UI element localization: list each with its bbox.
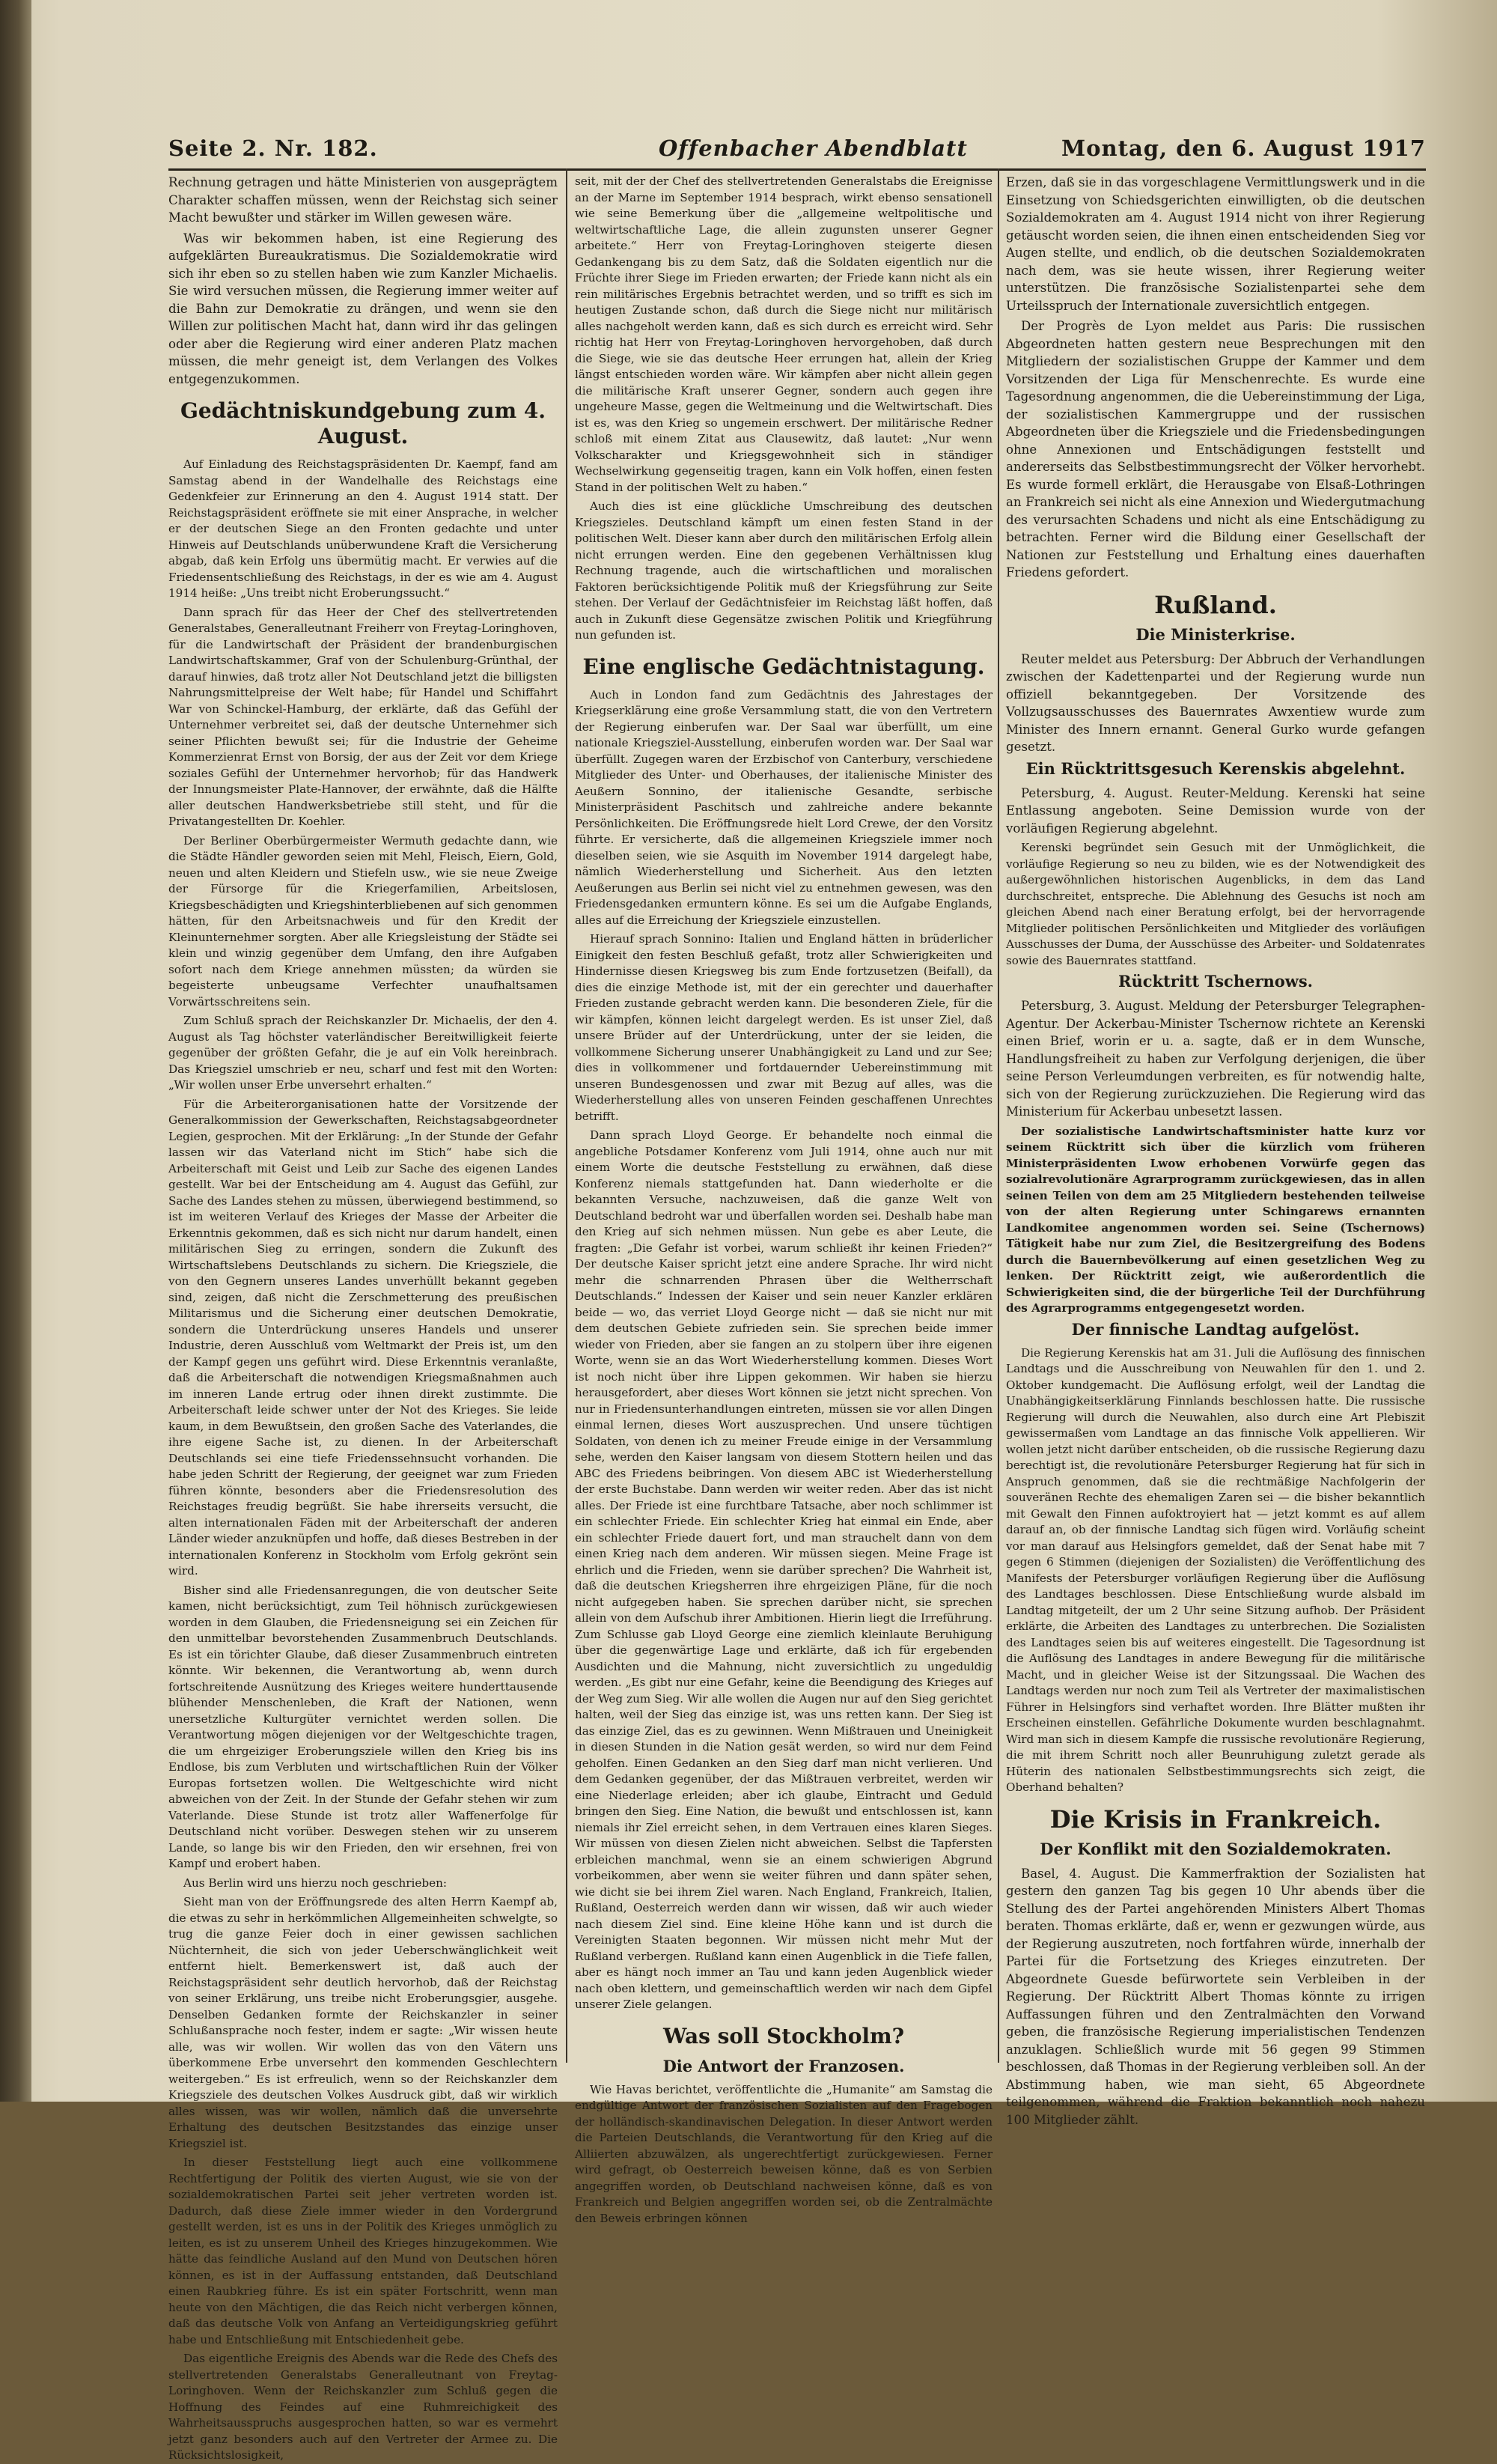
article-paragraph: Was wir bekommen haben, ist eine Regierung des aufgeklärten Bureaukratismus. Die Sozialdemokratie wird sich ihr eben so zu stellen haben wie zum Kanzler Michaelis. Sie wird versuchen müssen, die Regierung immer weiter auf die Bahn zur Demokratie zu drängen, und wenn sie den Willen zur politischen Macht hat, dann wird ihr das gelingen oder aber die Regierung wird einer anderen Platz machen müssen, die mehr geneigt ist, dem Verlangen des Volkes entgegenzukommen. (168, 231, 558, 386)
newspaper-title: Offenbacher Abendblatt (659, 136, 968, 161)
article-paragraph: Erzen, daß sie in das vorgeschlagene Vermittlungswerk und in die Einsetzung von Schiedsgerichten einwilligten, ob die deutschen Sozialdemokraten am 4. August 1914 nicht von ihrer Regierung getäuscht worden seien, die ihnen einen entscheidenden Sieg vor Augen stellte, und endlich, ob die deutschen Sozialdemokraten nach dem, was sie heute wissen, ihrer Regierung weiter unterstützen. Die französische Sozialistenpartei sehe dem Urteilsspruch der Internationale zuversichtlich entgegen. (1006, 175, 1425, 313)
subheadline-ruecktrittsgesuch: Ein Rücktrittsgesuch Kerenskis abgelehnt. (1025, 758, 1406, 778)
subheadline-tschernow: Rücktritt Tschernows. (1118, 972, 1313, 991)
article-paragraph: Das eigentliche Ereignis des Abends war die Rede des Chefs des stellvertretenden Generalstabs Generalleutnant von Freytag-Loringhoven. Wenn der Reichskanzler zum Schluß gegen die Hoffnung des Feindes auf eine Ruhmreichigkeit des Wahrheitsausspruchs ausgesprochen hatten, so war es vermehrt jetzt ganz besonders auch auf den Vertreter der Armee zu. Die Rücksichtslosigkeit, (168, 2352, 558, 2462)
subheadline-finnischer-landtag: Der finnische Landtag aufgelöst. (1071, 1319, 1360, 1339)
headline-englische-gedaechtnistagung: Eine englische Gedächtnistagung. (582, 654, 985, 679)
article-paragraph: Der Progrès de Lyon meldet aus Paris: Die russischen Abgeordneten hatten gestern neue Besprechungen mit den Mitgliedern der sozialistischen Gruppe der Kammer und dem Vorsitzenden der Liga für Menschenrechte. Es wurde eine Tagesordnung angenommen, die die Uebereinstimmung der Liga, der sozialistischen Kammergruppe und der russischen Abgeordneten über die Kriegsziele und die Friedensbedingungen ohne Annexionen und Entschädigungen feststellt und andererseits das Selbstbestimmungsrecht der Völker hervorhebt. Es wurde formell erklärt, die Herausgabe von Elsaß-Lothringen an Frankreich sei nicht als eine Annexion und Wiedergutmachung des verursachten Schadens und nicht als eine Entschädigung zu betrachten. Ferner wird die Bildung einer Gesellschaft der Nationen zur Feststellung und Erhaltung eines dauerhaften Friedens gefordert. (1006, 319, 1425, 580)
article-paragraph: Basel, 4. August. Die Kammerfraktion der Sozialisten hat gestern den ganzen Tag bis gegen 10 Uhr abends über die Stellung des der Partei angehörenden Ministers Albert Thomas beraten. Thomas erklärte, daß er, wenn er gezwungen würde, aus der Regierung auszutreten, noch fortfahren würde, innerhalb der Partei für die Fortsetzung des Krieges einzutreten. Der Abgeordnete Guesde befürwortete sein Verbleiben in der Regierung. Der Rücktritt Albert Thomas könnte zu irrigen Auffassungen führen und den Zentralmächten den Vorwand geben, die französische Regierung imperialistischen Tendenzen anzuklagen. Schließlich wurde mit 56 gegen 99 Stimmen beschlossen, daß Thomas in der Regierung verbleiben soll. An der Abstimmung haben, wie man sieht, 65 Abgeordnete teilgenommen, während die Fraktion bekanntlich noch nahezu 100 Mitglieder zählt. (1006, 1866, 1425, 2127)
article-paragraph: Die Regierung Kerenskis hat am 31. Juli die Auflösung des finnischen Landtags und die Ausschreibung von Neuwahlen für den 1. und 2. Oktober kundgemacht. Die Auflösung erfolgt, weil der Landtag die Unabhängigkeitserklärung Finnlands beschlossen hatte. Die russische Regierung will durch die Neuwahlen, also durch eine Art Plebiszit gewissermaßen vom Landtage an das finnische Volk appellieren. Wir wollen jetzt nicht darüber entscheiden, ob die russische Regierung dazu berechtigt ist, die revolutionäre Petersburger Regierung hat für sich in Anspruch genommen, daß sie die rechtmäßige Nachfolgerin der souveränen Rechte des ehemaligen Zaren sei — die bisher bekanntlich mit Gewalt den Finnen aufoktroyiert hat — jetzt kommt es auf allem darauf an, ob der finnische Landtag sich fügen wird. Vorläufig scheint vor man darauf aus Helsingfors gemeldet, daß der Senat habe mit 7 gegen 6 Stimmen (diejenigen der Sozialisten) die Veröffentlichung des Manifests der Petersburger vorläufigen Regierung über die Auflösung des Landtages beschlossen. Diese Entschließung wurde alsbald im Landtag mitgeteilt, der um 2 Uhr seine Sitzung aufhob. Der Präsident erklärte, die Arbeiten des Landtages zu unterbrechen. Die Sozialisten des Landtages seien bis auf weiteres eingestellt. Die Tagesordnung ist die Auflösung des Landtages in andere Bewegung für die militärische Macht, und in gleicher Weise ist der Sitzungssaal. Die Wachen des Landtags werden nur noch zum Teil als Vertreter der maximalistischen Führer in Helsingfors sind verhaftet worden. Ihre Blätter mußten ihr Erscheinen einstellen. Gefährliche Dokumente wurden beschlagnahmt. Wird man sich in diesem Kampfe die russische revolutionäre Regierung, die mit ihrem Schritt noch aller Beunruhigung zuletzt gerade als Hüterin des nationalen Selbstbestimmungsrechts sich zeigt, die Oberhand behalten? (1006, 1345, 1425, 1794)
article-paragraph: Sieht man von der Eröffnungsrede des alten Herrn Kaempf ab, die etwas zu sehr in herkömmlichen Allgemeinheiten schwelgte, so trug die ganze Feier doch in einer gewissen sachlichen Nüchternheit, die sich von jeder Ueberschwänglichkeit weit entfernt hielt. Bemerkenswert ist, daß auch der Reichstagspräsident sehr deutlich hervorhob, daß der Reichstag von seiner Erklärung, uns treibe nicht Eroberungsgier, ausgehe. Denselben Gedanken formte der Reichskanzler in seiner Schlußansprache noch fester, indem er sagte: „Wir wissen heute alle, was wir wollen. Wir wollen das von den Vätern uns überkommene Erbe unversehrt den kommenden Geschlechtern weitergeben.“ Es ist erfreulich, wenn so der Reichskanzler dem Kriegsziele des deutschen Volkes Ausdruck gibt, daß wir wirklich alles wissen, was wir wollen, nämlich daß die unversehrte Erhaltung des deutschen Besitzstandes das einzige unser Kriegsziel ist. (168, 1895, 558, 2150)
headline-stockholm: Was soll Stockholm? (662, 2023, 905, 2048)
article-paragraph: Bisher sind alle Friedensanregungen, die von deutscher Seite kamen, nicht berücksichtigt, zum Teil höhnisch zurückgewiesen worden in dem Glauben, die Friedensneigung sei ein Zeichen für den unmittelbar bevorstehenden Zusammenbruch Deutschlands. Es ist ein törichter Glaube, daß dieser Zusammenbruch eintreten könnte. Wir bekennen, die Verantwortung ab, wenn durch fortschreitende Ausnützung des Krieges weitere hunderttausende blühender Menschenleben, die Kraft der Nationen, wenn unersetzliche Kulturgüter vernichtet werden sollen. Die Verantwortung mögen diejenigen vor der Weltgeschichte tragen, die um ehrgeiziger Eroberungsziele willen den Krieg bis ins Endlose, bis zum Verbluten und wirtschaftlichen Ruin der Völker Europas fortsetzen wollen. Die Weltgeschichte wird nicht abweichen von der Zeit. In der Stunde der Gefahr stehen wir zum Vaterlande. Diese Stunde ist trotz aller Waffenerfolge für Deutschland nicht vorüber. Deswegen stehen wir zu unserem Lande, so lange bis wir den Frieden, den wir ersehnen, frei von Kampf und erobert haben. (168, 1583, 558, 1870)
column-divider (566, 168, 567, 2063)
headline-krisis-frankreich: Die Krisis in Frankreich. (1049, 1804, 1382, 1834)
article-paragraph: Dann sprach für das Heer der Chef des stellvertretenden Generalstabes, Generalleutnant Freiherr von Freytag-Loringhoven, für die Landwirtschaft der Präsident der brandenburgischen Landwirtschaftskammer, Graf von der Schulenburg-Grünthal, der darauf hinwies, daß trotz aller Not Deutschland jetzt die billigsten Nahrungsmittelpreise der Welt habe; für Handel und Schiffahrt War von Schinckel-Hamburg, der erklärte, daß das Gefühl der Unternehmer verbreitet sei, daß der deutsche Unternehmer sich seiner Pflichten bewußt sei; für die Industrie der Geheime Kommerzienrat Ernst von Borsig, der aus der Zeit vor dem Kriege soziales Gefühl der Unternehmer hervorhob; für das Handwerk der Innungsmeister Plate-Hannover, der erwähnte, daß die Hälfte aller deutschen Handwerksbetriebe still steht, und für die Privatangestellten Dr. Koehler. (168, 605, 558, 828)
article-paragraph: Aus Berlin wird uns hierzu noch geschrieben: (183, 1876, 447, 1890)
subheadline-ministerkrise: Die Ministerkrise. (1135, 624, 1296, 644)
article-paragraph: Reuter meldet aus Petersburg: Der Abbruch der Verhandlungen zwischen der Kadettenpartei und der Regierung wurde nun offiziell bekanntgegeben. Der Vorsitzende des Vollzugsausschusses des Bauernrates Awxentiew wurde zum Minister des Innern ernannt. General Gurko wurde gefangen gesetzt. (1006, 651, 1425, 754)
article-paragraph: Rechnung getragen und hätte Ministerien von ausgeprägtem Charakter schaffen müssen, wenn der Reichstag sich seiner Macht bewußter und stärker im Willen gewesen wäre. (168, 175, 558, 225)
article-paragraph: Auch dies ist eine glückliche Umschreibung des deutschen Kriegszieles. Deutschland kämpft um einen festen Stand in der politischen Welt. Dieser kann aber durch den militärischen Erfolg allein nicht errungen werden. Eine den gegebenen Verhältnissen klug Rechnung tragende, auch die wirtschaftlichen und moralischen Faktoren berücksichtigende Politik muß der Kriegsführung zur Seite stehen. Der Verlauf der Gedächtnisfeier im Reichstag läßt hoffen, daß auch in Zukunft diese Gegensätze zwischen Politik und Kriegführung nun gefunden ist. (575, 499, 993, 642)
subheadline-konflikt: Der Konflikt mit den Sozialdemokraten. (1040, 1839, 1391, 1858)
article-paragraph: In dieser Feststellung liegt auch eine vollkommene Rechtfertigung der Politik des vierten August, wie sie von der sozialdemokratischen Partei seit jeher vertreten worden ist. Dadurch, daß diese Ziele immer wieder in den Vordergrund gestellt werden, ist es uns in der Politik des Krieges unmöglich zu leiten, es ist zu unserem Unheil des Krieges hinzugekommen. Wie hätte das feindliche Ausland auf den Mund von Deutschen hören können, es ist in der Auffassung entstanden, daß Deutschland einen Raubkrieg führe. Es ist ein später Fortschritt, wenn man heute von den Mächtigen, die das Reich nicht verbergen können, daß das deutsche Volk von Anfang an Verteidigungskrieg geführt habe und Entschließung mit Entschiedenheit gebe. (168, 2156, 558, 2346)
subheadline-franzosen: Die Antwort der Franzosen. (662, 2056, 905, 2075)
article-paragraph: Der sozialistische Landwirtschaftsminister hatte kurz vor seinem Rücktritt sich über die kürzlich vom früheren Ministerpräsidenten Lwow erhobenen Vorwürfe gegen das sozialrevolutionäre Agrarprogramm zurückgewiesen, das in allen seinen Teilen von dem am 25 Mitgliedern bestehenden teilweise von der alten Regierung unter Schingarews ernannten Landkomitee angenommen worden sei. Seine (Tschernows) Tätigkeit habe nur zum Ziel, die Besitzergreifung des Bodens durch die Bauernbevölkerung auf einen gesetzlichen Weg zu lenken. Der Rücktritt zeigt, wie außerordentlich die Schwierigkeiten sind, die der bürgerliche Teil der Durchführung des Agrarprogramms entgegengesetzt worden. (1006, 1124, 1425, 1315)
headline-russland: Rußland. (1154, 590, 1277, 619)
article-paragraph: Für die Arbeiterorganisationen hatte der Vorsitzende der Generalkommission der Gewerkschaften, Reichstagsabgeordneter Legien, gesprochen. Mit der Erklärung: „In der Stunde der Gefahr lassen wir das Vaterland nicht im Stich“ habe sich die Arbeiterschaft mit Geist und Leib zur Sache des eigenen Landes gestellt. War bei der Entscheidung am 4. August das Gefühl, zur Sache des Landes stehen zu müssen, überwiegend bestimmend, so ist im weiteren Verlauf des Krieges der Masse der Arbeiter die Erkenntnis gekommen, daß es sich nicht nur darum handelt, einen militärischen Sieg zu erringen, sondern die Zukunft des Wirtschaftslebens Deutschlands zu sichern. Die Kriegsziele, die von den Gegnern unseres Landes unverhüllt bekannt gegeben sind, zeigen, daß nicht die Zerschmetterung des preußischen Militarismus und die Sicherung einer deutschen Demokratie, sondern die Unterdrückung unseres Handels und unserer Industrie, deren Ausschluß vom Weltmarkt der Preis ist, um den der Kampf gegen uns geführt wird. Diese Erkenntnis veranlaßte, daß die Arbeiterschaft die notwendigen Kriegsmaßnahmen auch im inneren Lande ertrug oder ihnen direkt zustimmte. Die Arbeiterschaft leide schwer unter der Not des Krieges. Sie leide kaum, in dem Bewußtsein, den großen Sache des Vaterlandes, die ihre eigene Sache ist, zu dienen. In der Arbeiterschaft Deutschlands sei eine tiefe Friedenssehnsucht vorhanden. Die habe jeden Schritt der Regierung, der geeignet war zum Frieden führen könnte, besonders aber die Friedensresolution des Reichstages freudig begrüßt. Sie habe ihrerseits versucht, die alten internationalen Fäden mit der Arbeiterschaft der anderen Länder wieder anzuknüpfen und hoffe, daß dieses Bestreben in der internationalen Konferenz in Stockholm vom Erfolg gekrönt sein wird. (168, 1097, 558, 1578)
article-paragraph: seit, mit der der Chef des stellvertretenden Generalstabs die Ereignisse an der Marne im September 1914 besprach, wirkt ebenso sensationell wie seine Bemerkung über die „allgemeine weltpolitische und weltwirtschaftliche Lage, die allein zugunsten unserer Gegner arbeitete.“ Herr von Freytag-Loringhoven steigerte diesen Gedankengang bis zu dem Satz, daß die Soldaten eigentlich nur die Früchte ihrer Siege im Frieden erwarten; der Friede kann nicht als ein rein militärisches Ergebnis betrachtet werden, und so trifft es sich im heutigen Zustande schon, daß durch die Siege nicht nur militärisch alles nachgeholt werden kann, daß es sich durch es erreicht wird. Sehr richtig hat Herr von Freytag-Loringhoven hervorgehoben, daß durch die Siege, wie sie das deutsche Heer errungen hat, allein der Krieg längst entschieden worden wäre. Wir kämpfen aber nicht allein gegen die militärische Kraft unserer Gegner, sondern auch gegen ihre ungeheure Masse, gegen die Weltmeinung und die Weltwirtschaft. Dies ist es, was den Krieg so ungemein erschwert. Der militärische Redner schloß mit einem Zitat aus Clausewitz, daß lautet: „Nur wenn Volkscharakter und Kriegsgewohnheit sich in ständiger Wechselwirkung gegenseitig tragen, kann ein Volk hoffen, einen festen Stand in der politischen Welt zu haben.“ (575, 174, 993, 494)
column-right (1006, 174, 1425, 2127)
page-number: Seite 2. Nr. 182. (168, 136, 378, 161)
article-paragraph: Zum Schluß sprach der Reichskanzler Dr. Michaelis, der den 4. August als Tag höchster vaterländischer Bereitwilligkeit feierte gegenüber der größten Gefahr, die je auf ein Volk hereinbrach. Das Kriegsziel umschrieb er neu, scharf und fest mit den Worten: „Wir wollen unser Erbe unversehrt erhalten.“ (168, 1014, 558, 1092)
book-binding (0, 0, 31, 2102)
article-paragraph: Petersburg, 4. August. Reuter-Meldung. Kerenski hat seine Entlassung angeboten. Seine Demission wurde von der vorläufigen Regierung abgelehnt. (1006, 785, 1425, 836)
article-paragraph: Petersburg, 3. August. Meldung der Petersburger Telegraphen-Agentur. Der Ackerbau-Minister Tschernow richtete an Kerenski einen Brief, worin er u. a. sagte, daß er in dem Wunsche, Handlungsfreiheit zu haben zur Verfolgung derjenigen, die über seine Person Verleumdungen verbreiten, es für notwendig halte, sich von der Regierung zurückzuziehen. Die Regierung wird das Ministerium für Ackerbau unbesetzt lassen. (1006, 999, 1425, 1119)
article-paragraph: Hierauf sprach Sonnino: Italien und England hätten in brüderlicher Einigkeit den festen Beschluß gefaßt, trotz aller Schwierigkeiten und Hindernisse diesen Kriegsweg bis zum Ende fortzusetzen (Beifall), da dies die einzige Methode ist, mit der ein gerechter und dauerhafter Frieden zustande gebracht werden kann. Die besonderen Ziele, für die wir kämpfen, können leicht dargelegt werden. Es ist unser Ziel, daß unsere Brüder auf der Unterdrückung, unter der sie leiden, die vollkommene Sicherung unserer Unabhängigkeit zu Land und zur See; dies in vollkommener und fortdauernder Uebereinstimmung mit unseren Bundesgenossen und zwar mit Bezug auf alles, was die Wiederherstellung alles von unseren Feinden geschaffenen Unrechtes betrifft. (575, 932, 993, 1123)
article-paragraph: Dann sprach Lloyd George. Er behandelte noch einmal die angebliche Potsdamer Konferenz vom Juli 1914, ohne auch nur mit einem Worte die deutsche Feststellung zu erwähnen, daß diese Konferenz niemals stattgefunden hat. Dann wiederholte er die bekannten Versuche, nachzuweisen, daß die ganze Welt von Deutschland bedroht war und überfallen worden sei. Deshalb habe man den Krieg auf sich nehmen müssen. Nun gebe es aber Leute, die fragten: „Die Gefahr ist vorbei, warum schließt ihr keinen Frieden?“ Der deutsche Kaiser spricht jetzt eine andere Sprache. Ihr wird nicht mehr die schnarrenden Phrasen über die Weltherrschaft Deutschlands.“ Indessen der Kaiser und sein neuer Kanzler erklären beide — wo, das verriet Lloyd George nicht — daß sie nicht nur mit dem deutschen Gebiete zufrieden sein. Sie sprechen beide immer wieder von Frieden, aber sie fangen an zu stolpern über ihre eigenen Worte, wenn sie an das Wort Wiederherstellung kommen. Dieses Wort ist noch nicht über ihre Lippen gekommen. Wir haben sie hierzu herausgefordert, aber dieses Wort können sie jetzt nicht sprechen. Von nur in Friedensunterhandlungen eintreten, müssen sie vor allen Dingen einmal lernen, dieses Wort auszusprechen. Und unsere tüchtigen Soldaten, von denen ich zu meiner Freude einige in der Versammlung sehe, werden den Kaiser langsam von diesem Stottern heilen und das ABC des Friedens beibringen. Von diesem ABC ist Wiederherstellung der erste Buchstabe. Dann werden wir weiter reden. Aber das ist nicht alles. Der Friede ist eine furchtbare Tatsache, aber noch schlimmer ist ein schlechter Friede. Ein schlechter Krieg hat einmal ein Ende, aber ein schlechter Friede dauert fort, und man strauchelt dann von dem einen Krieg nach dem anderen. Wir müssen siegen. Meine Frage ist ehrlich und die Frieden, wenn sie darüber sprechen? Die Wahrheit ist, daß die deutschen Kriegsherren ihre ehrgeizigen Pläne, für die noch nicht aufgegeben haben. Sie sprechen darüber nicht, sie sprechen allein von dem Aufschub ihrer Ambitionen. Hierin liegt die Irreführung. Zum Schlusse gab Lloyd George eine ziemlich kleinlaute Beruhigung über die gegenwärtige Lage und erklärte, daß ich für ergebenden Ausdichten und die Mahnung, nicht zuversichtlich zu ungeduldig werden. „Es gibt nur eine Gefahr, keine die Beendigung des Krieges auf der Weg zum Sieg. Wir alle wollen die Augen nur auf den Sieg gerichtet halten, weil der Sieg das einzige ist, was uns retten kann. Der Sieg ist das einzige Ziel, das es zu gewinnen. Wenn Mißtrauen und Uneinigkeit in diesen Stunden in die Nation gesät werden, so wird nur dem Feind geholfen. Einen Gedanken an den Sieg darf man nicht verlieren. Und dem Gedanken gegenüber, der das Mißtrauen verbreitet, werden wir eine Niederlage erleiden; aber ich glaube, Eintracht und Geduld bringen den Sieg. Eine Nation, die bewußt und entschlossen ist, kann niemals ihr Ziel erreicht sehen, in dem Vertrauen eines klaren Sieges. Wir müssen von diesen Zielen nicht abweichen. Selbst die Tapfersten erbleichen manchmal, wenn sie an einem schwierigen Abgrund vorbeikommen, aber wenn sie weiter führen und dann später sehen, wie dicht sie bei ihrem Ziel waren. Nach England, Frankreich, Italien, Rußland, Oesterreich werden dann wir wissen, daß wir auch wieder nach diesem Ziel sind. Eine kleine Höhe kann und ist durch die Vereinigten Staaten begonnen. Wir müssen nicht mehr Mut der Rußland verbergen. Rußland kann einen Augenblick in die Tiefe fallen, aber es hängt noch immer an Tau und kann jeden Augenblick wieder nach oben klettern, und gemeinschaftlich werden wir nach dem Gipfel unserer Ziele gelangen. (575, 1128, 993, 2011)
article-paragraph: Wie Havas berichtet, veröffentlichte die „Humanite“ am Samstag die endgültige Antwort der französischen Sozialisten auf den Fragebogen der holländisch-skandinavischen Delegation. In dieser Antwort werden die Parteien Deutschlands, die Verantwortung für den Krieg auf die Alliierten abzuwälzen, als ungerechtfertigt zurückgewiesen. Ferner wird gefragt, ob Oesterreich beweisen könne, daß es von Serbien angegriffen worden, ob Deutschland nachweisen könne, daß es von Frankreich und Belgien angegriffen worden sei, ob die Zentralmächte den Beweis erbringen können (575, 2082, 993, 2225)
page-header (168, 131, 1426, 171)
article-paragraph: Auch in London fand zum Gedächtnis des Jahrestages der Kriegserklärung eine große Versammlung statt, die von den Vertretern der Regierung einberufen war. Der Saal war überfüllt, um eine nationale Kriegsziel-Ausstellung, einberufen worden war. Der Saal war überfüllt. Zugegen waren der Erzbischof von Canterbury, verschiedene Mitglieder des Unter- und Oberhauses, der italienische Minister des Aeußern Sonnino, der italienische Gesandte, serbische Ministerpräsident Paschitsch und zahlreiche andere bekannte Persönlichkeiten. Die Eröffnungsrede hielt Lord Crewe, der den Vorsitz führte. Er versicherte, daß die allgemeinen Kriegsziele immer noch dieselben seien, wie sie Asquith im November 1914 dargelegt habe, nämlich Wiederherstellung und Sicherheit. Aus den letzten Aeußerungen aus Berlin sei nicht viel zu entnehmen gewesen, was den Friedensgedanken ermuntern könne. Es sei um die Aufgabe Englands, alles auf die Erreichung der Kriegsziele einzustellen. (575, 687, 993, 927)
column-left (168, 174, 558, 2462)
article-paragraph: Kerenski begründet sein Gesuch mit der Unmöglichkeit, die vorläufige Regierung so neu zu bilden, wie es der Notwendigkeit des außergewöhnlichen historischen Augenblicks, in dem das Land durchschreitet, entspreche. Die Ablehnung des Gesuchs ist noch am gleichen Abend nach einer Beratung erfolgt, bei der hervorragende Mitglieder politischen Persönlichkeiten und Mitglieder des vorläufigen Ausschusses der Duma, der Ausschüsse des Arbeiter- und Soldatenrates sowie des Bauernrates stattfand. (1006, 841, 1425, 967)
issue-date: Montag, den 6. August 1917 (1061, 136, 1426, 161)
article-paragraph: Auf Einladung des Reichstagspräsidenten Dr. Kaempf, fand am Samstag abend in der Wandelhalle des Reichstags eine Gedenkfeier zur Erinnerung an den 4. August 1914 statt. Der Reichstagspräsident eröffnete sie mit einer Ansprache, in welcher er der deutschen Siege an den Fronten gedachte und unter Hinweis auf Deutschlands unüberwundene Kraft die Versicherung abgab, daß kein Erfolg uns übermütig macht. Er verwies auf die Friedensentschließung des Reichstags, in der es wie am 4. August 1914 heiße: „Uns treibt nicht Eroberungssucht.“ (168, 457, 558, 600)
headline-gedaechtniskundgebung: Gedächtniskundgebung zum 4. August. (180, 398, 546, 448)
article-paragraph: Der Berliner Oberbürgermeister Wermuth gedachte dann, wie die Städte Händler geworden seien mit Mehl, Fleisch, Eiern, Gold, neuen und alten Kleidern und Stiefeln usw., wie sie neue Zweige der Fürsorge für die Kriegerfamilien, Arbeitslosen, Kriegsbeschädigten und Kriegshinterbliebenen auf sich genommen hätten, für den Arbeitsnachweis und für den Kredit der Kleinunternehmer sorgten. Aber alle Kriegsleistung der Städte sei klein und winzig gegenüber dem Umfang, den ihre Aufgaben sofort nach dem Kriege annehmen müssten; da würden sie begeisterte unbeugsame Verfechter unaufhaltsamen Vorwärtsschreitens sein. (168, 833, 558, 1009)
column-divider (998, 168, 999, 2063)
column-middle (575, 174, 993, 2225)
